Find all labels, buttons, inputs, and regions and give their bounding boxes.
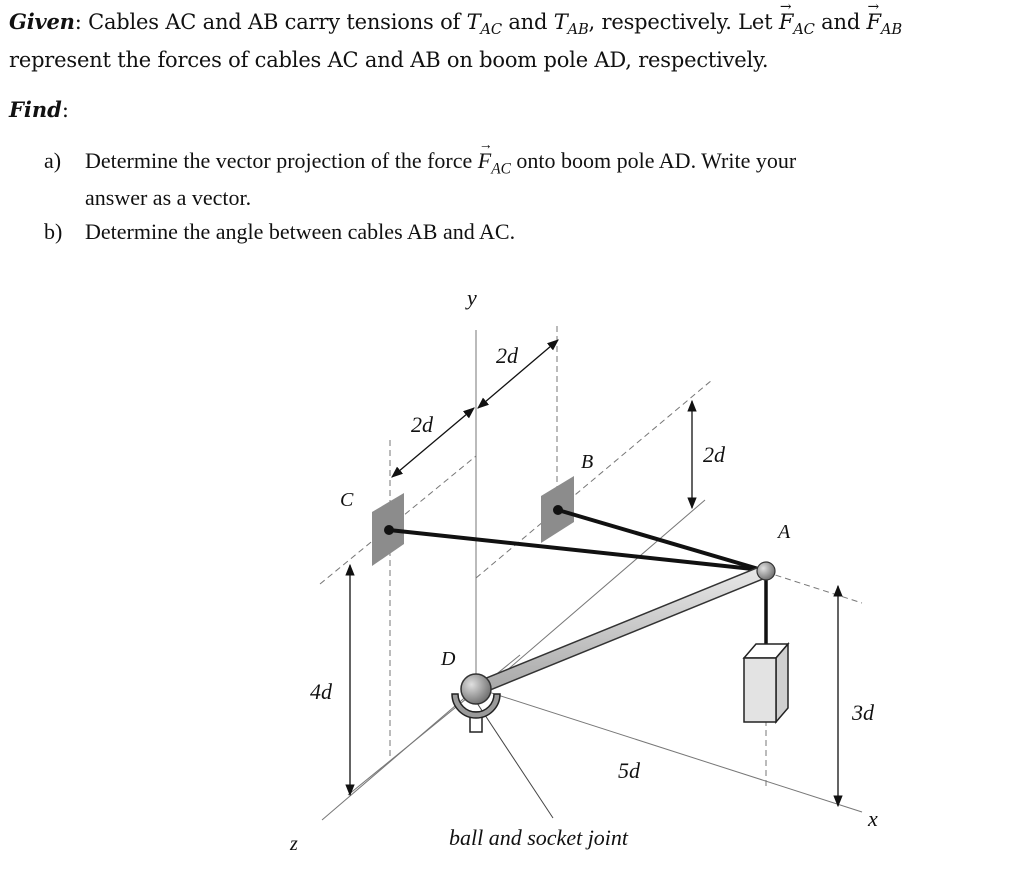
given-paragraph: Given: Cables AC and AB carry tensions of $T_{AC}$ and $T_{AB}$, respectively. Let → $F_{AC}$ and → $F_{AB}$ represent the forces of cables AC and AB on boom pole AD, respectively. bbox=[9, 6, 1009, 76]
question-a-text-2: onto boom pole AD. Write your bbox=[516, 148, 797, 173]
given-text-4: and bbox=[821, 10, 861, 34]
force-ac-vector: → $F_{AC}$ bbox=[779, 7, 815, 45]
caption-leader bbox=[475, 700, 553, 818]
point-label-a: A bbox=[778, 521, 791, 543]
dim-label-c-height: 4d bbox=[310, 679, 332, 704]
construction-line bbox=[476, 380, 712, 578]
axis-label-x: x bbox=[868, 806, 878, 831]
find-heading: Find: bbox=[9, 97, 69, 122]
point-label-b: B bbox=[581, 451, 594, 473]
point-label-d: D bbox=[441, 648, 456, 670]
dim-label-top-left: 2d bbox=[411, 412, 433, 437]
construction-line bbox=[498, 500, 705, 678]
dim-label-a-height: 3d bbox=[852, 700, 874, 725]
weight-block-side bbox=[776, 644, 788, 722]
question-a-force-vector: → $F_{AC}$ bbox=[478, 146, 511, 183]
construction-line bbox=[766, 572, 862, 603]
given-text-1: Cables AC and AB carry tensions of bbox=[88, 10, 461, 34]
given-text-2: and bbox=[508, 10, 548, 34]
point-b-dot bbox=[553, 505, 563, 515]
point-a-ball bbox=[757, 562, 775, 580]
given-text-5: represent the forces of cables AC and AB on boom pole AD, respectively. bbox=[9, 48, 769, 73]
given-text-3: , respectively. Let bbox=[588, 10, 773, 34]
dim-label-d-to-a: 5d bbox=[618, 758, 640, 783]
dim-label-top-right: 2d bbox=[496, 343, 518, 368]
given-label: Given bbox=[9, 9, 75, 34]
point-d-ball bbox=[461, 674, 491, 704]
dim-label-b-height: 2d bbox=[703, 442, 725, 467]
cable-ac bbox=[389, 530, 762, 570]
dim-arrow-top-left bbox=[392, 408, 474, 477]
question-b-text-1: Determine the angle between cables AB and AC. bbox=[85, 219, 516, 244]
tension-ab-symbol: $T_{AB}$ bbox=[553, 10, 589, 39]
force-ab-vector: → $F_{AB}$ bbox=[867, 7, 902, 45]
weight-block-front bbox=[744, 658, 776, 722]
question-a-text-3: answer as a vector. bbox=[85, 185, 252, 211]
axis-label-y: y bbox=[467, 285, 477, 310]
tension-ac-symbol: $T_{AC}$ bbox=[466, 10, 502, 39]
question-a-marker: a) bbox=[44, 148, 62, 173]
question-b-marker: b) bbox=[44, 219, 63, 244]
point-c-dot bbox=[384, 525, 394, 535]
caption-ball-socket: ball and socket joint bbox=[449, 825, 629, 850]
question-a-text-1: Determine the vector projection of the force bbox=[85, 148, 473, 173]
axis-label-z: z bbox=[290, 833, 298, 855]
x-axis bbox=[476, 688, 862, 812]
point-label-c: C bbox=[340, 489, 354, 511]
boom-pole bbox=[476, 571, 766, 689]
dim-arrow-top-right bbox=[478, 340, 558, 408]
